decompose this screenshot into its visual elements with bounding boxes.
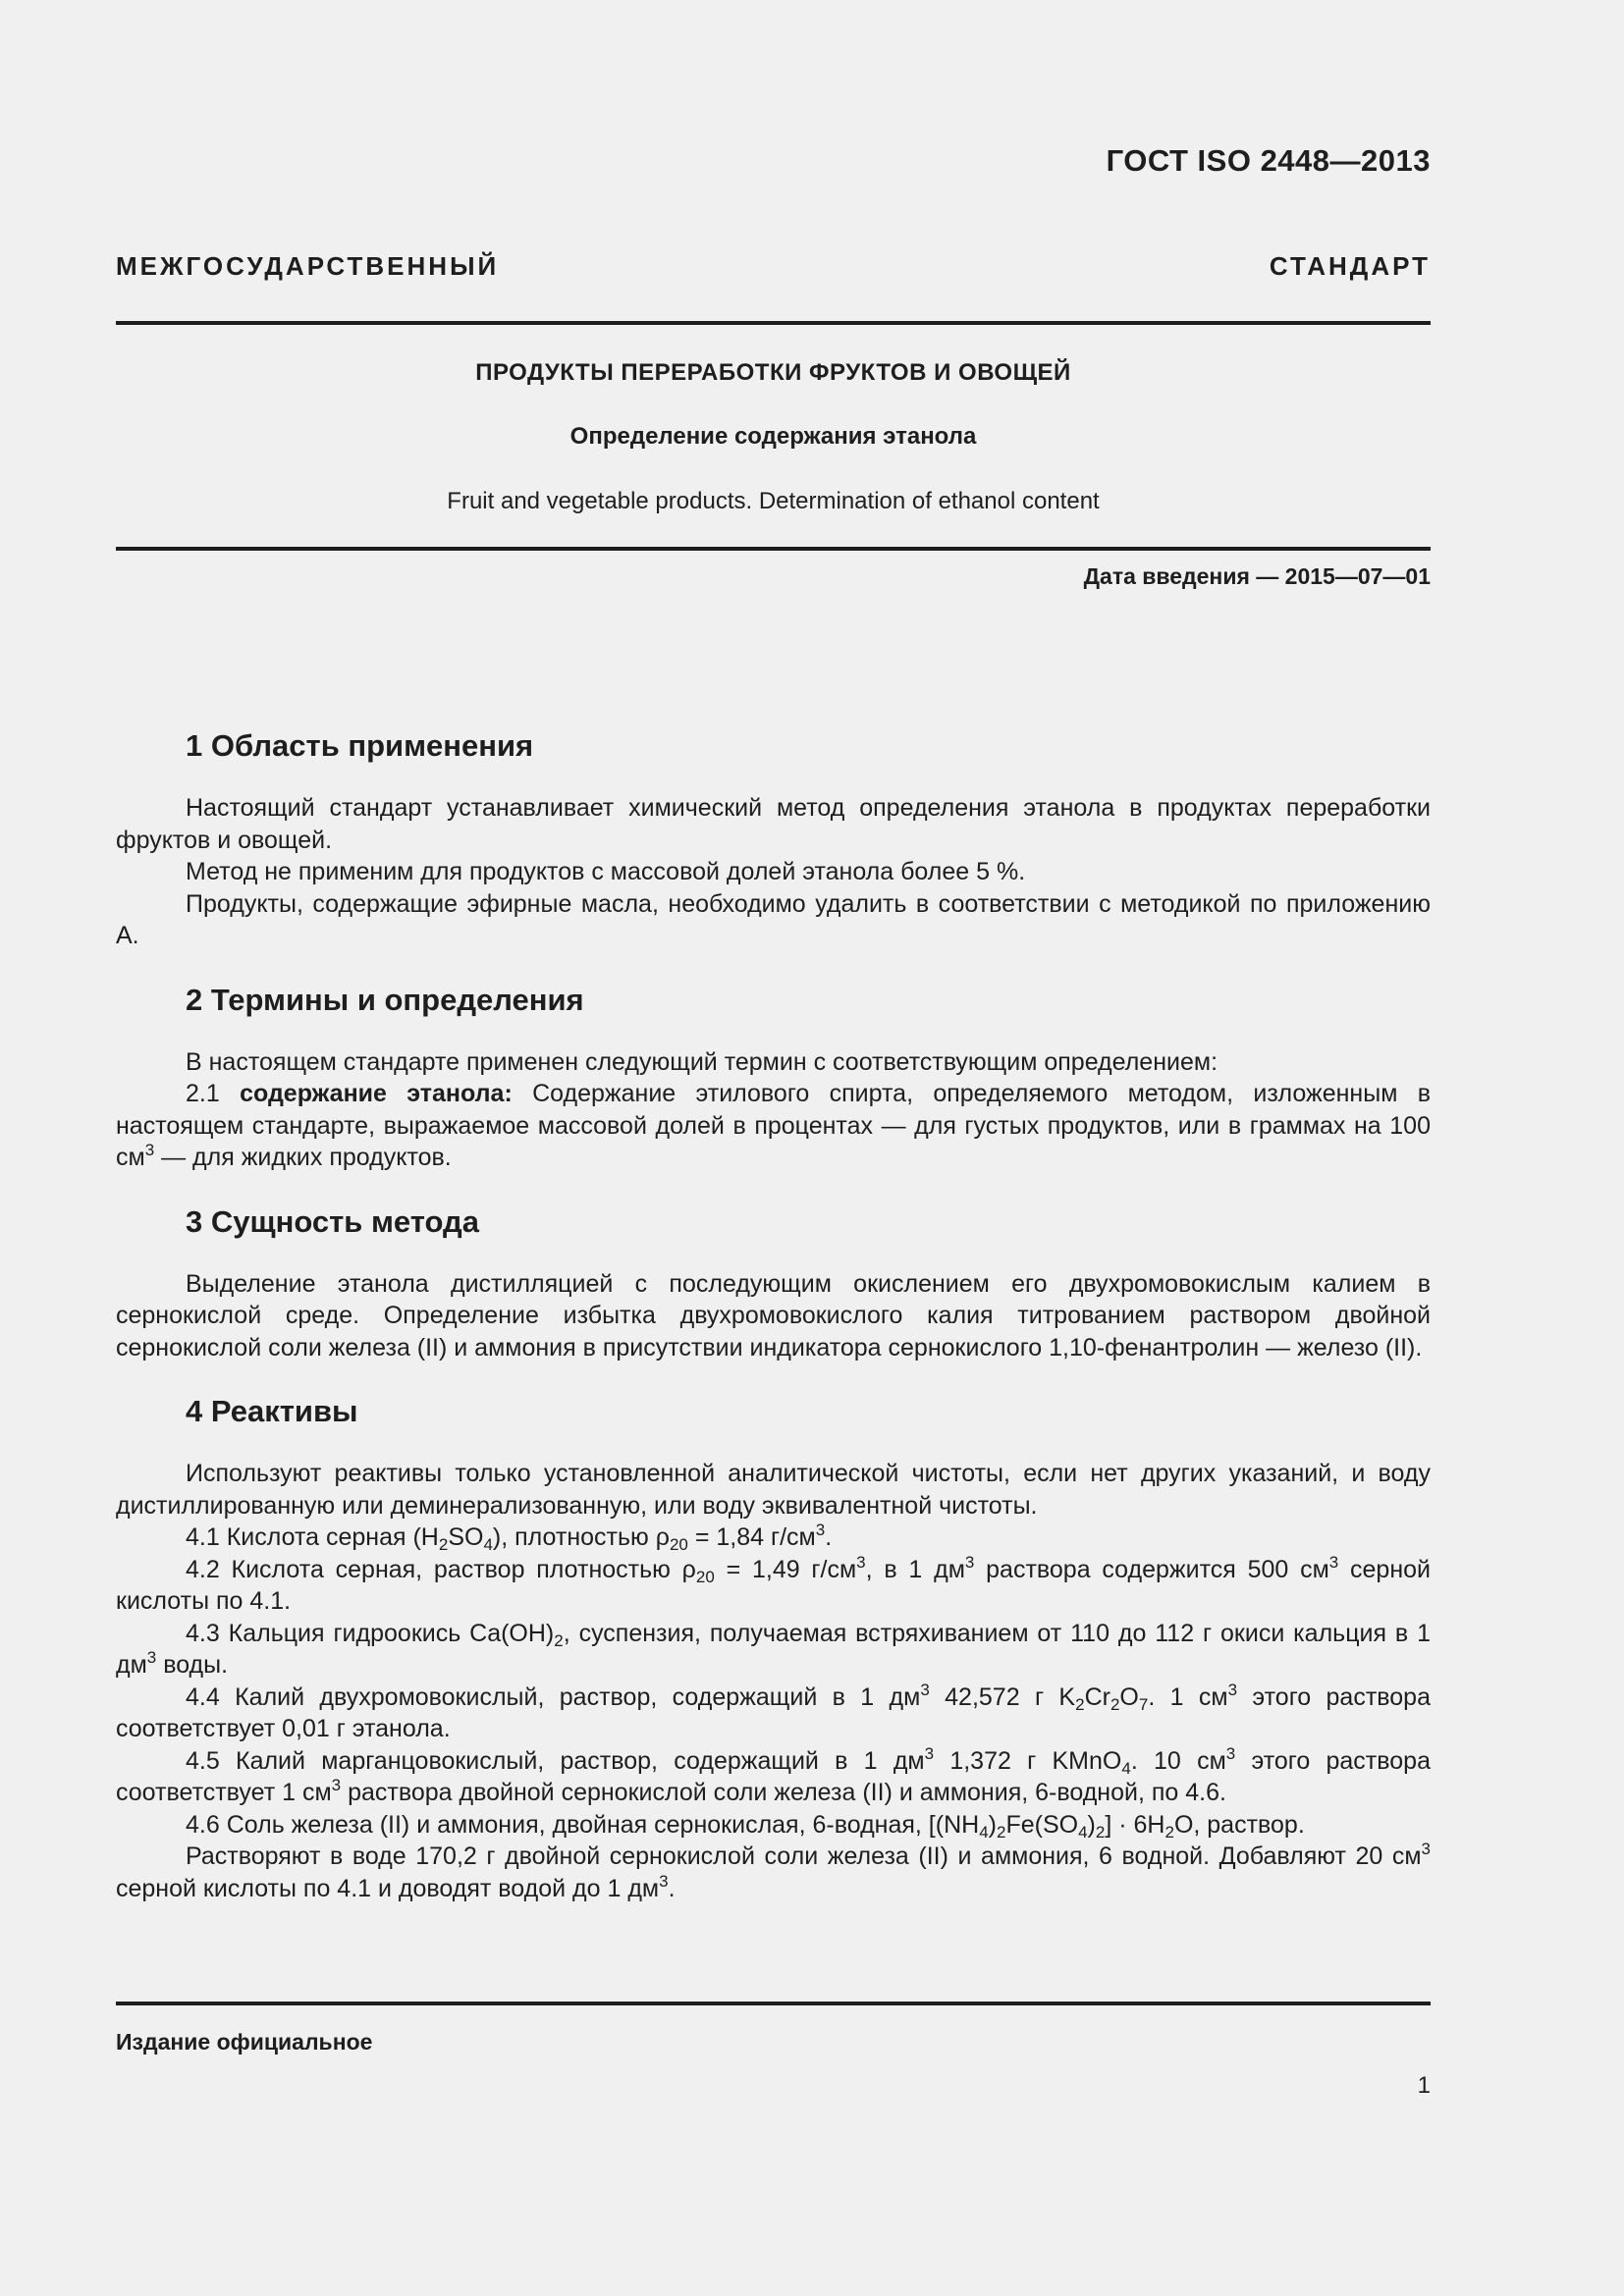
- section-reagents: [116, 1387, 1431, 1904]
- term: содержание этанола:: [240, 1080, 513, 1107]
- footer-rule: [116, 2002, 1431, 2005]
- paragraph: В настоящем стандарте применен следующий термин с соответствующим определением:: [186, 1047, 1218, 1076]
- document-title: ПРОДУКТЫ ПЕРЕРАБОТКИ ФРУКТОВ И ОВОЩЕЙ: [475, 359, 1071, 386]
- term-definition: 2.1 содержание этанола: Содержание этилового спирта, определяемого методом, изложенным в настоящем стандарте, выражаемое массовой долей в процентах — для густых продуктов, или в граммах на 100 $см^3$ — для жидких продуктов.: [116, 1080, 1431, 1171]
- reagent-4-6: 4.6 Соль железа (II) и аммония, двойная сернокислая, 6-водная, $[(NH_4)_2Fe(SO_4)_2] \cdot 6H_2O$, раствор.: [186, 1810, 1305, 1842]
- section-heading: 2 Термины и определения: [186, 982, 584, 1017]
- section-principle: [116, 1198, 1431, 1364]
- standard-type: МЕЖГОСУДАРСТВЕННЫЙ СТАНДАРТ: [116, 251, 1431, 281]
- document-body: [116, 721, 1431, 1928]
- header-rule-bottom: [116, 547, 1431, 551]
- paragraph: Метод не применим для продуктов с массовой долей этанола более 5 %.: [186, 858, 1026, 885]
- page-number: 1: [1417, 2072, 1431, 2099]
- term-number: 2.1: [186, 1080, 220, 1107]
- english-title: Fruit and vegetable products. Determination of ethanol content: [447, 488, 1100, 514]
- reagent-4-1: 4.1 Кислота серная $(H_2SO_4)$, плотностью $\rho_{20} = 1,84$ $г/см^3$.: [186, 1521, 833, 1554]
- reagent-4-6-preparation: Растворяют в воде 170,2 г двойной сернокислой соли железа (II) и аммония, 6 водной. Добавляют 20 $см^3$ серной кислоты по 4.1 и доводят водой до 1 $дм^3$.: [116, 1840, 1431, 1902]
- section-scope: [116, 721, 1431, 952]
- reagent-4-2: 4.2 Кислота серная, раствор плотностью $\rho_{20} = 1,49$ $г/см^3$, в 1 $дм^3$ раствора содержится 500 $см^3$ серной кислоты по 4.1.: [116, 1552, 1431, 1615]
- section-heading: 3 Сущность метода: [186, 1203, 479, 1239]
- section-terms: [116, 976, 1431, 1174]
- reagent-4-4: 4.4 Калий двухромовокислый, раствор, содержащий в 1 $дм^3$ 42,572 г $K_2Cr_2O_7$. 1 $см^3$ этого раствора соответствует 0,01 г этанола.: [116, 1680, 1431, 1742]
- edition-label: Издание официальное: [116, 2029, 373, 2055]
- header-rule-top: [116, 321, 1431, 325]
- reagent-4-3: 4.3 Кальция гидроокись $Ca(OH)_2$, суспензия, получаемая встряхиванием от 110 до 112 г окиси кальция в 1 $дм^3$ воды.: [116, 1619, 1431, 1679]
- introduction-date: Дата введения — 2015—07—01: [1083, 563, 1431, 589]
- document-subtitle: Определение содержания этанола: [569, 423, 977, 450]
- section-heading: 4 Реактивы: [186, 1394, 358, 1428]
- document-number: ГОСТ ISO 2448—2013: [1106, 143, 1431, 178]
- section-heading: 1 Область применения: [186, 728, 534, 763]
- paragraph: Используют реактивы только установленной аналитической чистоты, если нет других указаний, и воду дистиллированную или деминерализованную, или воду эквивалентной чистоты.: [116, 1460, 1431, 1520]
- reagent-4-5: 4.5 Калий марганцовокислый, раствор, содержащий в 1 $дм^3$ 1,372 г KMnO$_4$. 10 $см^3$ этого раствора соответствует 1 $см^3$ раствора двойной сернокислой соли железа (II) и аммония, 6-водной, по 4.6.: [116, 1743, 1431, 1806]
- paragraph: Настоящий стандарт устанавливает химический метод определения этанола в продуктах переработки фруктов и овощей.: [116, 794, 1431, 854]
- paragraph: Выделение этанола дистилляцией с последующим окислением его двухромовокислым калием в сернокислой среде. Определение избытка двухромовокислого калия титрованием раствором двойной сернокислой соли железа (II) и аммония в присутствии индикатора сернокислого 1,10-фенантролин — железо (II).: [116, 1269, 1431, 1362]
- paragraph: Продукты, содержащие эфирные масла, необходимо удалить в соответствии с методикой по приложению А.: [116, 889, 1431, 949]
- document-page: [116, 0, 1431, 2296]
